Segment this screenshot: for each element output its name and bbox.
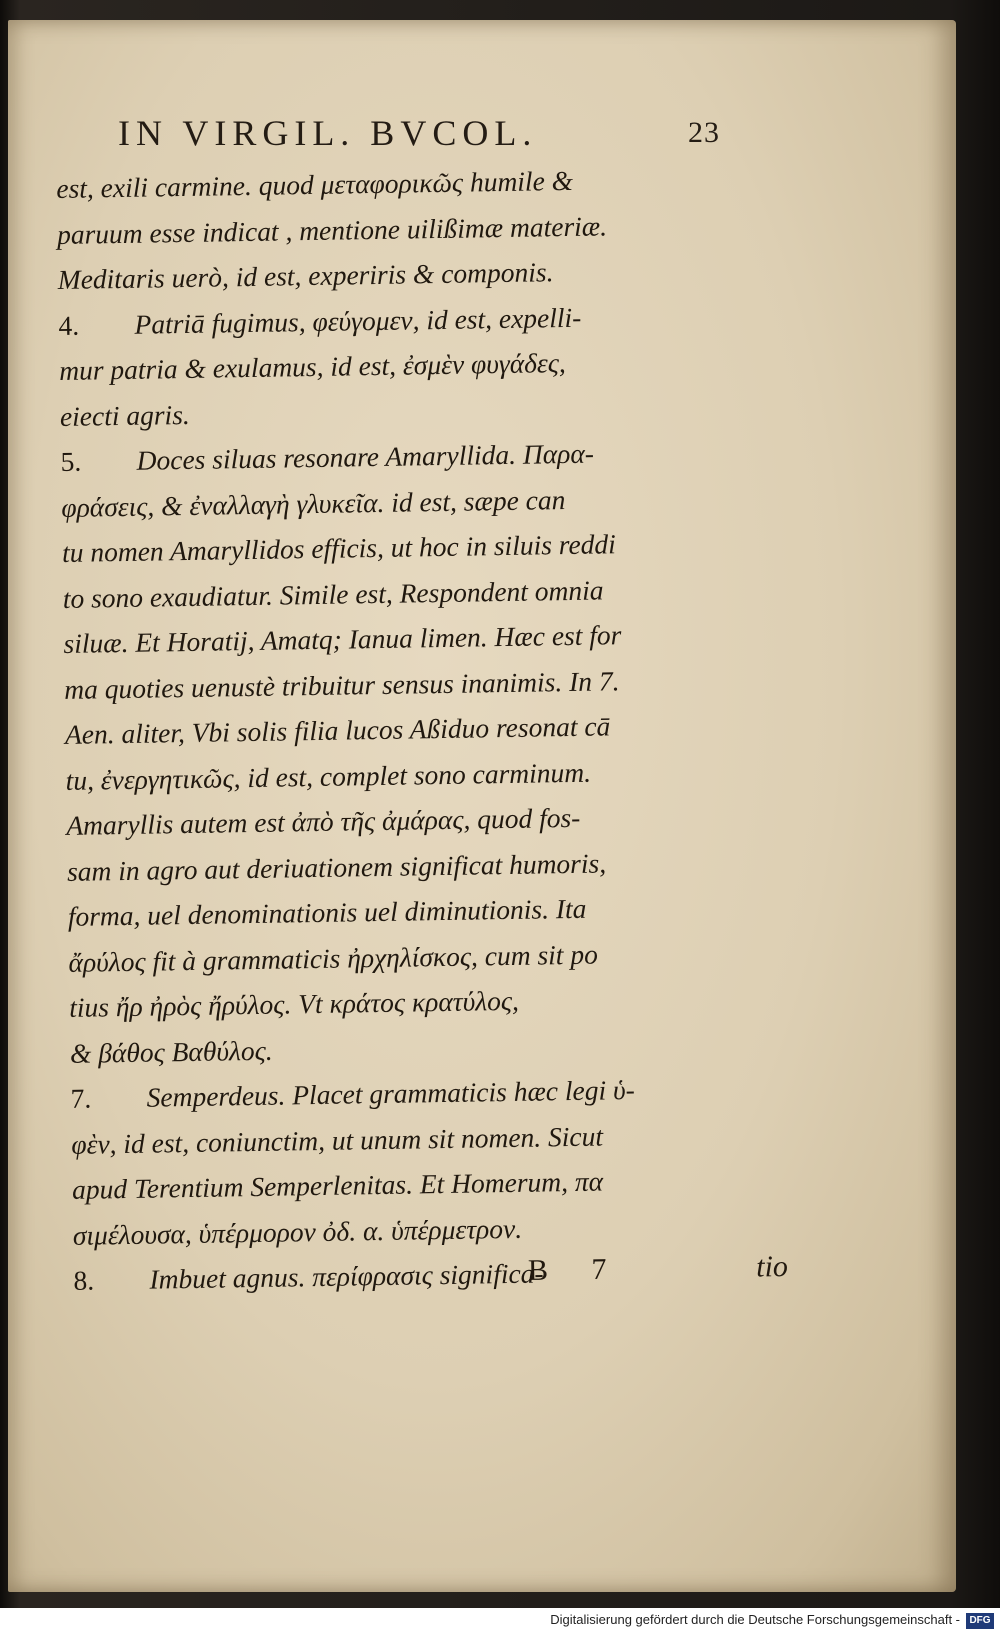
line-text: Semperdeus. Placet grammaticis hæc legi ὑ- <box>146 1074 635 1113</box>
verse-number: 8. <box>73 1264 95 1296</box>
line-text: siluæ. Et Horatij, Amatq; Ianua limen. Hæc est for <box>63 619 622 659</box>
book-page <box>8 20 956 1592</box>
line-text: tu, ἐνεργητικῶς, id est, complet sono carminum. <box>65 756 592 796</box>
line-text: paruum esse indicat , mentione uilißimæ materiæ. <box>56 209 608 250</box>
line-text: apud Terentium Semperlenitas. Et Homerum, πα <box>71 1165 604 1205</box>
catchword: tio <box>755 1249 789 1284</box>
line-text: Patriā fugimus, φεύγομεν, id est, expelli- <box>134 301 582 340</box>
page-number: 23 <box>688 116 720 149</box>
dfg-logo: DFG <box>966 1613 994 1629</box>
line-text: φὲν, id est, coniunctim, ut unum sit nomen. Sicut <box>71 1120 604 1160</box>
line-text: & βάθος Βαθύλος. <box>69 1034 273 1069</box>
line-text: eiecti agris. <box>59 398 190 432</box>
line-text: tu nomen Amaryllidos efficis, ut hoc in siluis reddi <box>61 528 617 568</box>
line-text: to sono exaudiatur. Simile est, Respondent omnia <box>62 573 604 614</box>
line-text: Amaryllis autem est ἀπὸ τῆς ἀμάρας, quod fos- <box>66 801 581 841</box>
line-text: mur patria & exulamus, id est, ἐσμὲν φυγάδες, <box>58 347 567 386</box>
line-text: ma quoties uenustè tribuitur sensus inanimis. In 7. <box>63 664 620 705</box>
commentary-text <box>56 155 764 1303</box>
line-text: Meditaris uerò, id est, experiris & componis. <box>57 256 554 295</box>
line-text: ἄρύλος fit à grammaticis ἠρχηλίσκος, cum sit po <box>68 938 599 978</box>
line-text: σιμέλουσα, ὑπέρμορον ὀδ. α. ὑπέρμετρον. <box>72 1212 523 1251</box>
digitization-credit: Digitalisierung gefördert durch die Deutsche Forschungsgemeinschaft - <box>550 1612 960 1627</box>
line-text: sam in agro aut deriuationem significat humoris, <box>66 846 607 887</box>
running-head-title: IN VIRGIL. BVCOL. <box>118 113 538 153</box>
line-text: Doces siluas resonare Amaryllida. Παρα- <box>136 437 595 476</box>
verse-number: 5. <box>60 445 82 477</box>
page-footer <box>528 1250 789 1298</box>
line-text: φράσεις, & ἐναλλαγὴ γλυκεῖα. id est, sæpe can <box>61 483 566 523</box>
signature-mark: B 7 <box>527 1252 625 1288</box>
digitization-credit-bar <box>0 1608 1000 1634</box>
verse-number: 4. <box>58 309 80 341</box>
line-text: Imbuet agnus. περίφρασις significa- <box>149 1257 544 1295</box>
line-text: Aen. aliter, Vbi solis filia lucos Aßiduo resonat cā <box>64 710 611 750</box>
line-text: est, exili carmine. quod μεταφορικῶς humile & <box>56 164 574 204</box>
line-text: tius ἤρ ἠρὸς ἤρύλος. Vt κράτος κρατύλος, <box>68 984 520 1023</box>
running-head <box>108 108 720 158</box>
verse-number: 7. <box>70 1082 92 1114</box>
line-text: forma, uel denominationis uel diminutionis. Ita <box>67 892 587 932</box>
